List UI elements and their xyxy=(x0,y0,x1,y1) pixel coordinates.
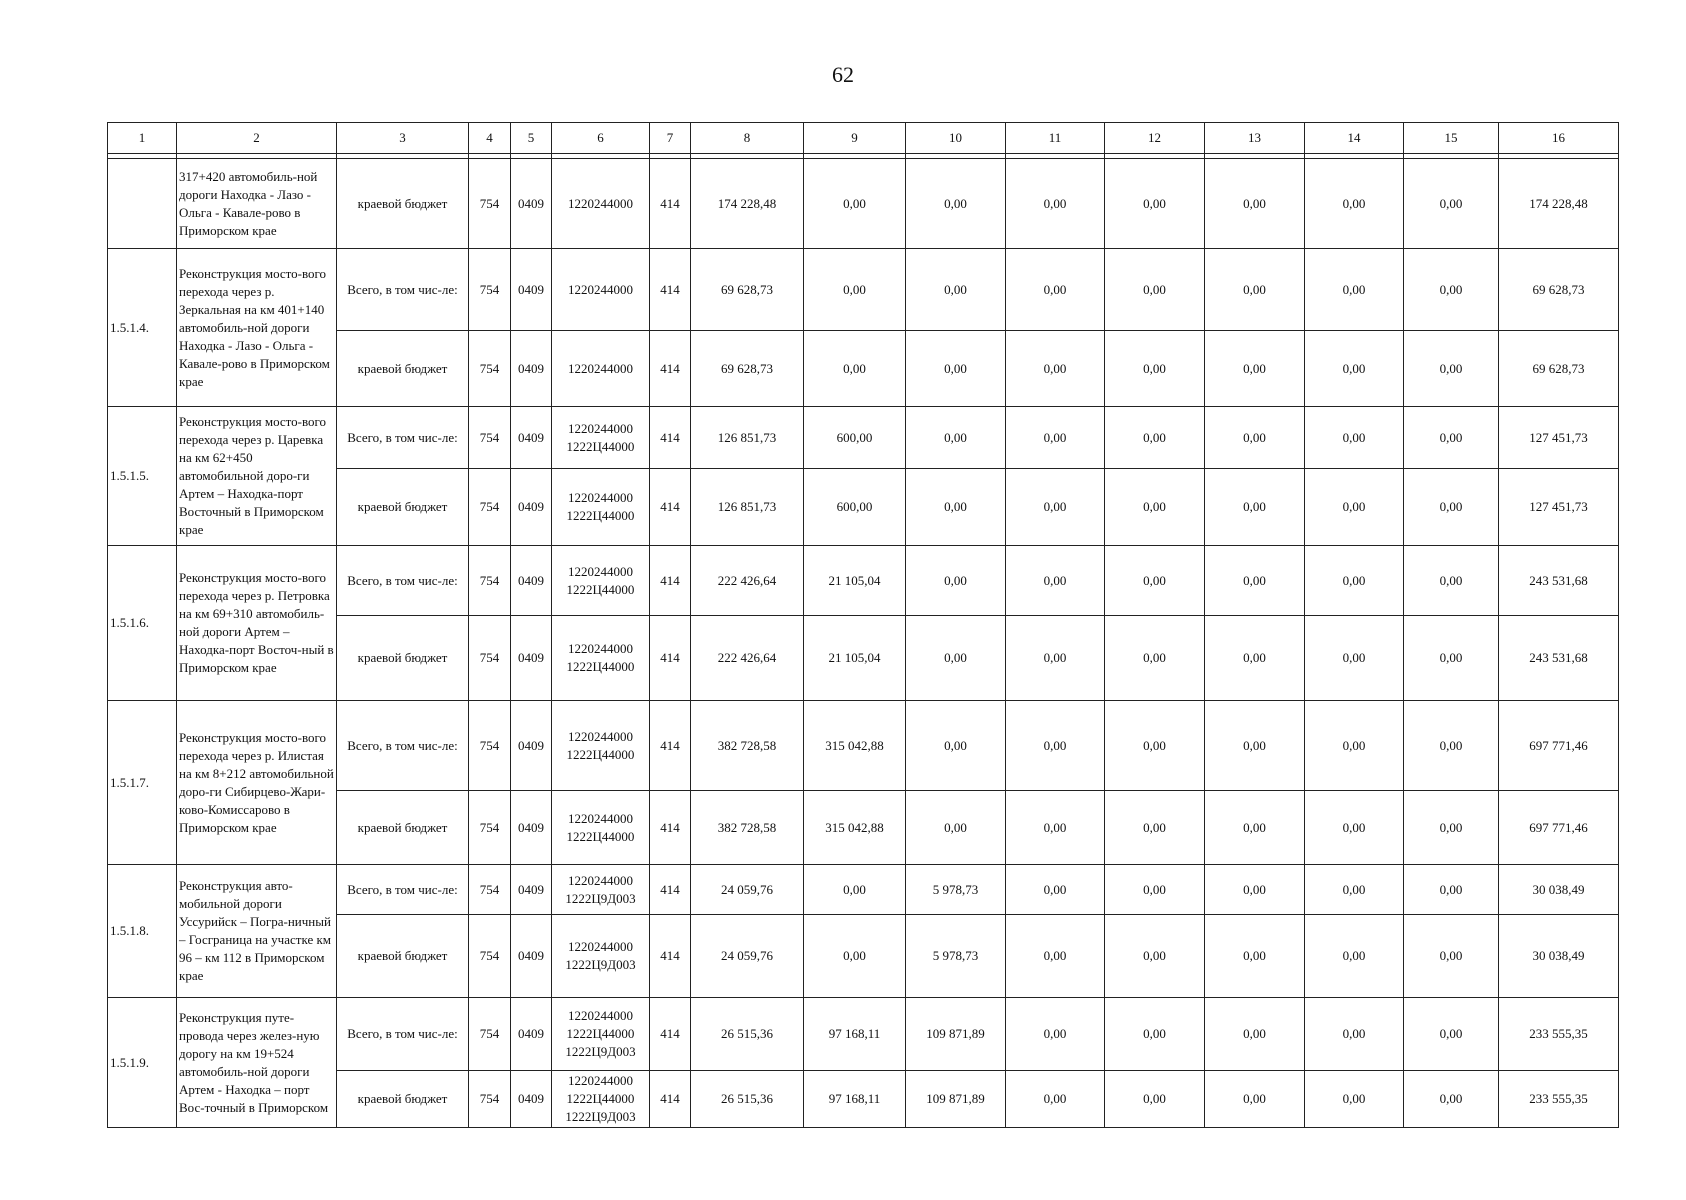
value-col-15: 0,00 xyxy=(1404,865,1499,915)
column-header: 7 xyxy=(650,123,691,154)
column-header: 11 xyxy=(1006,123,1105,154)
code-col-5: 0409 xyxy=(511,469,552,546)
code-col-4: 754 xyxy=(469,791,511,865)
column-header: 8 xyxy=(691,123,804,154)
target-code: 1222Ц44000 xyxy=(566,438,635,454)
target-code: 1222Ц9Д003 xyxy=(565,957,636,972)
code-col-5: 0409 xyxy=(511,616,552,701)
value-col-12: 0,00 xyxy=(1105,546,1205,616)
value-col-8: 126 851,73 xyxy=(691,407,804,469)
value-col-12: 0,00 xyxy=(1105,159,1205,249)
item-number: 1.5.1.7. xyxy=(108,701,177,865)
target-code: 1222Ц44000 xyxy=(566,1091,635,1106)
table-row xyxy=(108,159,1619,249)
value-col-9: 600,00 xyxy=(804,469,906,546)
column-header: 5 xyxy=(511,123,552,154)
funding-source: Всего, в том чис-ле: xyxy=(337,546,469,616)
budget-table xyxy=(107,122,1619,1128)
item-name: Реконструкция мосто-вого перехода через р. Зеркальная на км 401+140 автомобиль-ной дороги Находка - Лазо - Ольга - Кавале-рово в Приморском крае xyxy=(177,249,337,407)
code-col-4: 754 xyxy=(469,546,511,616)
target-code: 1220244000 xyxy=(568,810,633,826)
value-col-10: 0,00 xyxy=(906,791,1006,865)
value-col-11: 0,00 xyxy=(1006,791,1105,865)
table-header xyxy=(108,123,1619,159)
item-name: Реконструкция мосто-вого перехода через р. Петровка на км 69+310 автомобиль-ной дороги Артем – Находка-порт Восточ-ный в Приморском крае xyxy=(177,546,337,701)
value-col-9: 97 168,11 xyxy=(804,1071,906,1128)
value-col-13: 0,00 xyxy=(1205,998,1305,1071)
code-col-5: 0409 xyxy=(511,998,552,1071)
value-col-16: 69 628,73 xyxy=(1499,331,1619,407)
code-col-7: 414 xyxy=(650,469,691,546)
value-col-11: 0,00 xyxy=(1006,331,1105,407)
code-col-5: 0409 xyxy=(511,791,552,865)
value-col-12: 0,00 xyxy=(1105,998,1205,1071)
value-col-13: 0,00 xyxy=(1205,1071,1305,1128)
value-col-9: 315 042,88 xyxy=(804,701,906,791)
value-col-10: 0,00 xyxy=(906,159,1006,249)
code-col-4: 754 xyxy=(469,998,511,1071)
value-col-8: 69 628,73 xyxy=(691,331,804,407)
funding-source: краевой бюджет xyxy=(337,1071,469,1128)
value-col-11: 0,00 xyxy=(1006,469,1105,546)
target-code: 1220244000 xyxy=(568,1073,633,1088)
value-col-9: 97 168,11 xyxy=(804,998,906,1071)
code-col-6 xyxy=(552,915,650,998)
page-number: 62 xyxy=(832,62,854,87)
value-col-15: 0,00 xyxy=(1404,616,1499,701)
code-col-7: 414 xyxy=(650,701,691,791)
value-col-15: 0,00 xyxy=(1404,407,1499,469)
value-col-15: 0,00 xyxy=(1404,159,1499,249)
value-col-12: 0,00 xyxy=(1105,407,1205,469)
value-col-15: 0,00 xyxy=(1404,249,1499,331)
item-number: 1.5.1.8. xyxy=(108,865,177,998)
table-row xyxy=(108,701,1619,791)
item-number: 1.5.1.6. xyxy=(108,546,177,701)
column-header: 14 xyxy=(1305,123,1404,154)
column-header: 9 xyxy=(804,123,906,154)
value-col-13: 0,00 xyxy=(1205,865,1305,915)
code-col-4: 754 xyxy=(469,915,511,998)
code-col-7: 414 xyxy=(650,249,691,331)
value-col-10: 0,00 xyxy=(906,407,1006,469)
column-header: 2 xyxy=(177,123,337,154)
value-col-8: 382 728,58 xyxy=(691,791,804,865)
target-code: 1222Ц44000 xyxy=(566,659,635,674)
value-col-8: 26 515,36 xyxy=(691,998,804,1071)
column-header: 16 xyxy=(1499,123,1619,154)
column-header: 6 xyxy=(552,123,650,154)
value-col-9: 21 105,04 xyxy=(804,546,906,616)
column-header: 12 xyxy=(1105,123,1205,154)
funding-source: краевой бюджет xyxy=(337,616,469,701)
target-code: 1222Ц9Д003 xyxy=(565,1044,636,1059)
funding-source: краевой бюджет xyxy=(337,915,469,998)
target-code: 1220244000 xyxy=(568,1008,633,1023)
table-row xyxy=(108,998,1619,1071)
value-col-16: 697 771,46 xyxy=(1499,791,1619,865)
value-col-11: 0,00 xyxy=(1006,915,1105,998)
value-col-14: 0,00 xyxy=(1305,915,1404,998)
value-col-15: 0,00 xyxy=(1404,331,1499,407)
code-col-6 xyxy=(552,998,650,1071)
value-col-15: 0,00 xyxy=(1404,701,1499,791)
code-col-4: 754 xyxy=(469,616,511,701)
funding-source: краевой бюджет xyxy=(337,331,469,407)
value-col-16: 127 451,73 xyxy=(1499,407,1619,469)
value-col-11: 0,00 xyxy=(1006,998,1105,1071)
target-code: 1222Ц9Д003 xyxy=(565,1109,636,1124)
code-col-4: 754 xyxy=(469,407,511,469)
value-col-14: 0,00 xyxy=(1305,701,1404,791)
value-col-16: 69 628,73 xyxy=(1499,249,1619,331)
value-col-13: 0,00 xyxy=(1205,701,1305,791)
target-code: 1222Ц9Д003 xyxy=(565,890,636,906)
value-col-12: 0,00 xyxy=(1105,616,1205,701)
target-code: 1220244000 xyxy=(568,641,633,656)
value-col-11: 0,00 xyxy=(1006,1071,1105,1128)
target-code: 1220244000 xyxy=(568,563,633,579)
value-col-14: 0,00 xyxy=(1305,249,1404,331)
value-col-10: 109 871,89 xyxy=(906,998,1006,1071)
value-col-14: 0,00 xyxy=(1305,469,1404,546)
value-col-8: 174 228,48 xyxy=(691,159,804,249)
code-col-7: 414 xyxy=(650,791,691,865)
code-col-6 xyxy=(552,249,650,331)
column-header: 1 xyxy=(108,123,177,154)
value-col-9: 0,00 xyxy=(804,331,906,407)
value-col-14: 0,00 xyxy=(1305,159,1404,249)
value-col-14: 0,00 xyxy=(1305,616,1404,701)
code-col-6 xyxy=(552,791,650,865)
value-col-13: 0,00 xyxy=(1205,469,1305,546)
target-code: 1222Ц44000 xyxy=(566,508,635,523)
value-col-13: 0,00 xyxy=(1205,616,1305,701)
value-col-9: 0,00 xyxy=(804,249,906,331)
value-col-13: 0,00 xyxy=(1205,546,1305,616)
code-col-6 xyxy=(552,331,650,407)
target-code: 1220244000 xyxy=(568,490,633,505)
value-col-14: 0,00 xyxy=(1305,998,1404,1071)
value-col-8: 24 059,76 xyxy=(691,865,804,915)
value-col-15: 0,00 xyxy=(1404,915,1499,998)
funding-source: Всего, в том чис-ле: xyxy=(337,998,469,1071)
value-col-13: 0,00 xyxy=(1205,249,1305,331)
code-col-6 xyxy=(552,616,650,701)
item-number xyxy=(108,159,177,249)
code-col-4: 754 xyxy=(469,331,511,407)
funding-source: краевой бюджет xyxy=(337,469,469,546)
target-code: 1222Ц44000 xyxy=(566,828,635,844)
value-col-11: 0,00 xyxy=(1006,865,1105,915)
value-col-16: 30 038,49 xyxy=(1499,915,1619,998)
value-col-13: 0,00 xyxy=(1205,407,1305,469)
value-col-8: 222 426,64 xyxy=(691,616,804,701)
value-col-13: 0,00 xyxy=(1205,915,1305,998)
code-col-6 xyxy=(552,407,650,469)
value-col-10: 5 978,73 xyxy=(906,915,1006,998)
item-name: Реконструкция мосто-вого перехода через р. Илистая на км 8+212 автомобильной доро-ги Сибирцево-Жари-ково-Комиссарово в Приморском крае xyxy=(177,701,337,865)
target-code: 1222Ц44000 xyxy=(566,581,635,597)
value-col-12: 0,00 xyxy=(1105,915,1205,998)
funding-source: Всего, в том чис-ле: xyxy=(337,701,469,791)
value-col-14: 0,00 xyxy=(1305,546,1404,616)
target-code: 1220244000 xyxy=(568,939,633,954)
value-col-8: 126 851,73 xyxy=(691,469,804,546)
value-col-12: 0,00 xyxy=(1105,791,1205,865)
code-col-4: 754 xyxy=(469,159,511,249)
value-col-8: 24 059,76 xyxy=(691,915,804,998)
value-col-10: 0,00 xyxy=(906,249,1006,331)
value-col-13: 0,00 xyxy=(1205,791,1305,865)
target-code: 1220244000 xyxy=(568,728,633,744)
value-col-12: 0,00 xyxy=(1105,865,1205,915)
value-col-14: 0,00 xyxy=(1305,865,1404,915)
value-col-9: 21 105,04 xyxy=(804,616,906,701)
column-header: 15 xyxy=(1404,123,1499,154)
item-name: Реконструкция авто-мобильной дороги Уссурийск – Погра-ничный – Госграница на участке км 96 – км 112 в Приморском крае xyxy=(177,865,337,998)
code-col-7: 414 xyxy=(650,616,691,701)
value-col-8: 26 515,36 xyxy=(691,1071,804,1128)
funding-source: краевой бюджет xyxy=(337,791,469,865)
value-col-11: 0,00 xyxy=(1006,249,1105,331)
value-col-16: 233 555,35 xyxy=(1499,1071,1619,1128)
code-col-4: 754 xyxy=(469,249,511,331)
value-col-10: 0,00 xyxy=(906,701,1006,791)
code-col-5: 0409 xyxy=(511,249,552,331)
code-col-5: 0409 xyxy=(511,407,552,469)
code-col-5: 0409 xyxy=(511,546,552,616)
value-col-16: 697 771,46 xyxy=(1499,701,1619,791)
value-col-10: 0,00 xyxy=(906,546,1006,616)
value-col-9: 0,00 xyxy=(804,159,906,249)
funding-source: Всего, в том чис-ле: xyxy=(337,865,469,915)
value-col-16: 174 228,48 xyxy=(1499,159,1619,249)
table-row xyxy=(108,249,1619,331)
column-header: 13 xyxy=(1205,123,1305,154)
code-col-6 xyxy=(552,701,650,791)
target-code: 1220244000 xyxy=(568,281,633,297)
column-header: 3 xyxy=(337,123,469,154)
value-col-12: 0,00 xyxy=(1105,1071,1205,1128)
code-col-7: 414 xyxy=(650,865,691,915)
value-col-16: 243 531,68 xyxy=(1499,546,1619,616)
funding-source: Всего, в том чис-ле: xyxy=(337,407,469,469)
value-col-9: 315 042,88 xyxy=(804,791,906,865)
code-col-7: 414 xyxy=(650,331,691,407)
value-col-16: 243 531,68 xyxy=(1499,616,1619,701)
value-col-10: 0,00 xyxy=(906,616,1006,701)
value-col-15: 0,00 xyxy=(1404,998,1499,1071)
item-number: 1.5.1.5. xyxy=(108,407,177,546)
value-col-14: 0,00 xyxy=(1305,407,1404,469)
column-header: 4 xyxy=(469,123,511,154)
table-row xyxy=(108,546,1619,616)
code-col-6 xyxy=(552,1071,650,1128)
value-col-12: 0,00 xyxy=(1105,701,1205,791)
value-col-13: 0,00 xyxy=(1205,159,1305,249)
code-col-5: 0409 xyxy=(511,701,552,791)
value-col-15: 0,00 xyxy=(1404,1071,1499,1128)
item-number: 1.5.1.9. xyxy=(108,998,177,1128)
code-col-7: 414 xyxy=(650,1071,691,1128)
value-col-9: 0,00 xyxy=(804,865,906,915)
code-col-7: 414 xyxy=(650,915,691,998)
code-col-7: 414 xyxy=(650,998,691,1071)
funding-source: краевой бюджет xyxy=(337,159,469,249)
code-col-6 xyxy=(552,469,650,546)
code-col-5: 0409 xyxy=(511,915,552,998)
code-col-7: 414 xyxy=(650,159,691,249)
value-col-12: 0,00 xyxy=(1105,249,1205,331)
code-col-4: 754 xyxy=(469,1071,511,1128)
code-col-5: 0409 xyxy=(511,865,552,915)
value-col-15: 0,00 xyxy=(1404,546,1499,616)
funding-source: Всего, в том чис-ле: xyxy=(337,249,469,331)
code-col-6 xyxy=(552,546,650,616)
value-col-9: 0,00 xyxy=(804,915,906,998)
target-code: 1222Ц44000 xyxy=(566,1026,635,1041)
code-col-7: 414 xyxy=(650,546,691,616)
value-col-15: 0,00 xyxy=(1404,791,1499,865)
value-col-10: 5 978,73 xyxy=(906,865,1006,915)
value-col-14: 0,00 xyxy=(1305,331,1404,407)
item-number: 1.5.1.4. xyxy=(108,249,177,407)
code-col-4: 754 xyxy=(469,701,511,791)
value-col-9: 600,00 xyxy=(804,407,906,469)
value-col-14: 0,00 xyxy=(1305,1071,1404,1128)
target-code: 1220244000 xyxy=(568,872,633,888)
code-col-6 xyxy=(552,865,650,915)
table-body xyxy=(108,159,1619,1128)
code-col-5: 0409 xyxy=(511,331,552,407)
code-col-4: 754 xyxy=(469,865,511,915)
value-col-16: 127 451,73 xyxy=(1499,469,1619,546)
target-code: 1220244000 xyxy=(568,420,633,436)
code-col-5: 0409 xyxy=(511,1071,552,1128)
code-col-6 xyxy=(552,159,650,249)
value-col-11: 0,00 xyxy=(1006,159,1105,249)
value-col-15: 0,00 xyxy=(1404,469,1499,546)
value-col-10: 0,00 xyxy=(906,331,1006,407)
value-col-11: 0,00 xyxy=(1006,701,1105,791)
value-col-11: 0,00 xyxy=(1006,546,1105,616)
value-col-12: 0,00 xyxy=(1105,469,1205,546)
value-col-8: 222 426,64 xyxy=(691,546,804,616)
value-col-14: 0,00 xyxy=(1305,791,1404,865)
code-col-5: 0409 xyxy=(511,159,552,249)
value-col-11: 0,00 xyxy=(1006,407,1105,469)
target-code: 1220244000 xyxy=(568,195,633,211)
target-code: 1222Ц44000 xyxy=(566,746,635,762)
item-name: Реконструкция мосто-вого перехода через р. Царевка на км 62+450 автомобильной доро-ги Артем – Находка-порт Восточный в Приморском крае xyxy=(177,407,337,546)
target-code: 1220244000 xyxy=(568,360,633,376)
item-name: Реконструкция путе-провода через желез-ную дорогу на км 19+524 автомобиль-ной дороги Артем - Находка – порт Вос-точный в Приморском xyxy=(177,998,337,1128)
value-col-16: 233 555,35 xyxy=(1499,998,1619,1071)
value-col-16: 30 038,49 xyxy=(1499,865,1619,915)
column-header: 10 xyxy=(906,123,1006,154)
value-col-13: 0,00 xyxy=(1205,331,1305,407)
value-col-11: 0,00 xyxy=(1006,616,1105,701)
value-col-8: 382 728,58 xyxy=(691,701,804,791)
table-row xyxy=(108,865,1619,915)
table-row xyxy=(108,407,1619,469)
value-col-12: 0,00 xyxy=(1105,331,1205,407)
value-col-10: 109 871,89 xyxy=(906,1071,1006,1128)
item-name: 317+420 автомобиль-ной дороги Находка - Лазо - Ольга - Кавале-рово в Приморском крае xyxy=(177,159,337,249)
value-col-8: 69 628,73 xyxy=(691,249,804,331)
code-col-7: 414 xyxy=(650,407,691,469)
value-col-10: 0,00 xyxy=(906,469,1006,546)
code-col-4: 754 xyxy=(469,469,511,546)
